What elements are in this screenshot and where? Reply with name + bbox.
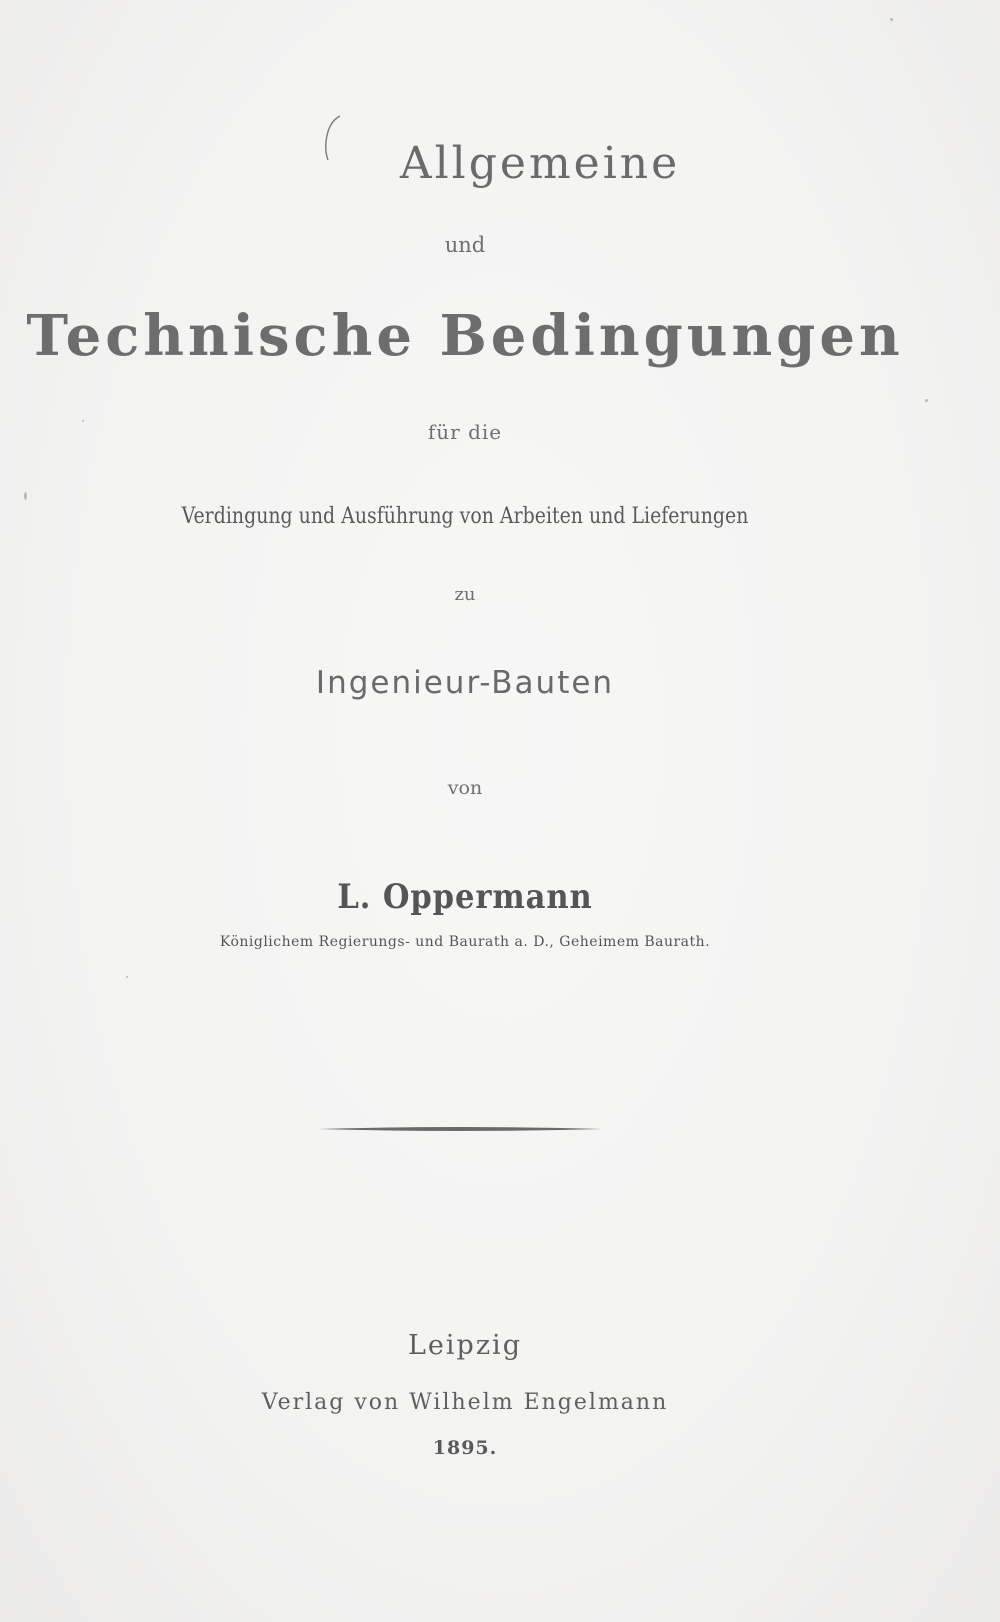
paper-speck bbox=[126, 976, 128, 978]
subtitle: Verdingung und Ausführung von Arbeiten und Lieferungen bbox=[181, 504, 749, 529]
subject-title: Ingenieur-Bauten bbox=[315, 665, 615, 701]
title-line-allgemeine: Allgemeine bbox=[399, 138, 681, 189]
title-line-von: von bbox=[447, 777, 483, 799]
main-title: Technische Bedingungen bbox=[26, 303, 904, 369]
title-line-fuer-die: für die bbox=[427, 420, 503, 444]
publisher: Verlag von Wilhelm Engelmann bbox=[261, 1390, 669, 1415]
paper-speck bbox=[82, 420, 84, 422]
author-title: Königlichem Regierungs- und Baurath a. D., Geheimem Baurath. bbox=[219, 934, 711, 950]
decorative-rule bbox=[318, 1126, 602, 1132]
author-name: L. Oppermann bbox=[337, 877, 593, 917]
year: 1895. bbox=[432, 1437, 498, 1459]
title-line-und: und bbox=[444, 233, 486, 257]
paper-speck bbox=[24, 492, 27, 500]
title-line-zu: zu bbox=[454, 584, 476, 605]
paper-speck bbox=[890, 18, 893, 21]
place: Leipzig bbox=[408, 1330, 522, 1361]
paper-speck bbox=[925, 399, 928, 402]
